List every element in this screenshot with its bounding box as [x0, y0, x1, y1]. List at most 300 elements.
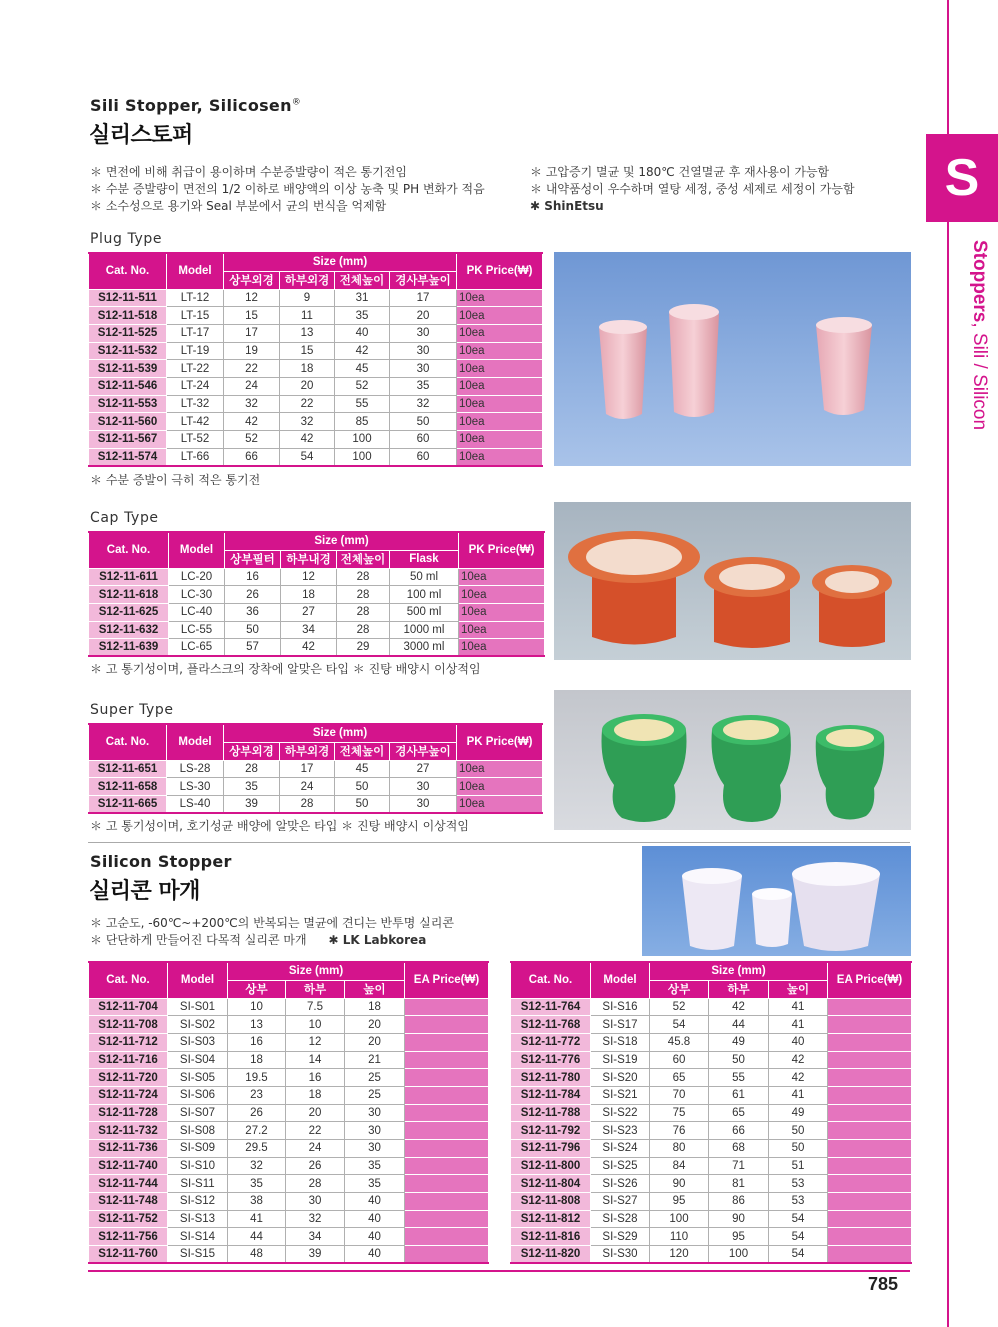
sili-title-en — [90, 96, 301, 115]
plug-stopper-photo — [554, 252, 911, 466]
table-row — [89, 1140, 489, 1158]
model-cell: SI-S11 — [168, 1175, 228, 1193]
model-cell: LT-24 — [167, 377, 224, 395]
model-cell: SI-S21 — [591, 1086, 650, 1104]
price-cell — [405, 1210, 489, 1228]
model-cell: SI-S05 — [168, 1069, 228, 1087]
size-cell: 120 — [650, 1246, 709, 1264]
col-size: Size (mm) — [224, 253, 457, 271]
brand-label: ✱ ShinEtsu — [530, 199, 604, 213]
col-model: Model — [591, 962, 650, 998]
model-cell: SI-S10 — [168, 1157, 228, 1175]
col-size-4: 경사부높이 — [390, 742, 457, 760]
size-cell: 17 — [390, 289, 457, 307]
model-cell: SI-S23 — [591, 1122, 650, 1140]
cat-no-cell: S12-11-708 — [89, 1016, 168, 1034]
model-cell: SI-S24 — [591, 1140, 650, 1158]
table-row — [89, 1086, 489, 1104]
size-cell: 49 — [769, 1104, 828, 1122]
size-cell: 40 — [345, 1193, 405, 1211]
size-cell: 20 — [280, 377, 335, 395]
silicon-title-en: Silicon Stopper — [90, 852, 232, 871]
model-cell: SI-S28 — [591, 1210, 650, 1228]
cat-no-cell: S12-11-712 — [89, 1033, 168, 1051]
silicon-right-body — [511, 998, 912, 1263]
size-cell: 36 — [225, 603, 281, 621]
model-cell: SI-S29 — [591, 1228, 650, 1246]
cap-type-title: Cap Type — [90, 510, 159, 526]
size-cell: 55 — [709, 1069, 769, 1087]
col-size-2: 하부 — [286, 980, 345, 998]
cat-no-cell: S12-11-728 — [89, 1104, 168, 1122]
cat-no-cell: S12-11-658 — [89, 778, 167, 796]
model-cell: LT-19 — [167, 342, 224, 360]
size-cell: 10 — [286, 1016, 345, 1034]
size-cell: 48 — [228, 1246, 286, 1264]
size-cell: 28 — [337, 568, 390, 586]
model-cell: SI-S12 — [168, 1193, 228, 1211]
price-cell — [405, 998, 489, 1016]
model-cell: LT-12 — [167, 289, 224, 307]
price-cell — [828, 1228, 912, 1246]
col-cat: Cat. No. — [89, 532, 169, 568]
price-cell — [405, 1193, 489, 1211]
silicon-left-table — [88, 961, 489, 1264]
cat-no-cell: S12-11-665 — [89, 795, 167, 813]
table-row — [89, 1157, 489, 1175]
brand-label: ✱ LK Labkorea — [328, 933, 427, 947]
size-cell: 38 — [228, 1193, 286, 1211]
cat-no-cell: S12-11-756 — [89, 1228, 168, 1246]
table-row — [89, 307, 543, 325]
size-cell: 19.5 — [228, 1069, 286, 1087]
cat-no-cell: S12-11-768 — [511, 1016, 591, 1034]
table-row — [511, 1193, 912, 1211]
table-row — [89, 1016, 489, 1034]
size-cell: 95 — [709, 1228, 769, 1246]
cat-no-cell: S12-11-740 — [89, 1157, 168, 1175]
table-row — [89, 1051, 489, 1069]
cat-no-cell: S12-11-780 — [511, 1069, 591, 1087]
price-cell: 10ea — [457, 795, 543, 813]
size-cell: 40 — [345, 1246, 405, 1264]
registered-mark: ® — [291, 97, 302, 108]
price-cell — [828, 1210, 912, 1228]
size-cell: 42 — [769, 1069, 828, 1087]
note-line: ＊ 고압증기 멸균 및 180℃ 건열멸균 후 재사용이 가능함 — [530, 165, 830, 179]
price-cell: 10ea — [459, 586, 545, 604]
cat-no-cell: S12-11-820 — [511, 1246, 591, 1264]
price-cell — [828, 1086, 912, 1104]
super-table-wrap — [88, 723, 543, 814]
silicon-left-table-wrap — [88, 961, 489, 1264]
size-cell: 42 — [281, 639, 337, 657]
size-cell: 28 — [337, 621, 390, 639]
table-row — [89, 324, 543, 342]
size-cell: 18 — [286, 1086, 345, 1104]
size-cell: 54 — [769, 1246, 828, 1264]
size-cell: 19 — [224, 342, 280, 360]
price-cell — [405, 1228, 489, 1246]
table-row — [511, 1157, 912, 1175]
cap-table-wrap — [88, 531, 545, 657]
super-type-title: Super Type — [90, 702, 174, 718]
cat-no-cell: S12-11-784 — [511, 1086, 591, 1104]
size-cell: 50 — [769, 1122, 828, 1140]
plug-type-title: Plug Type — [90, 231, 163, 247]
price-cell: 10ea — [457, 307, 543, 325]
size-cell: 50 — [769, 1140, 828, 1158]
table-row — [89, 395, 543, 413]
note-line: ＊ 내약품성이 우수하며 열탕 세정, 중성 세제로 세정이 가능함 — [530, 182, 855, 196]
cap-note: ＊ 고 통기성이며, 플라스크의 장착에 알맞은 타입 ＊ 진탕 배양시 이상적임 — [90, 662, 481, 676]
model-cell: SI-S30 — [591, 1246, 650, 1264]
size-cell: 42 — [709, 998, 769, 1016]
size-cell: 26 — [286, 1157, 345, 1175]
price-cell — [405, 1104, 489, 1122]
col-size: Size (mm) — [228, 962, 405, 980]
size-cell: 41 — [769, 1086, 828, 1104]
table-row — [89, 1122, 489, 1140]
col-size-1: 상부외경 — [224, 742, 280, 760]
cat-no-cell: S12-11-776 — [511, 1051, 591, 1069]
price-cell — [828, 1104, 912, 1122]
col-size-2: 하부 — [709, 980, 769, 998]
size-cell: 24 — [280, 778, 335, 796]
table-row — [89, 760, 543, 778]
size-cell: 24 — [224, 377, 280, 395]
col-price: EA Price(₩) — [405, 962, 489, 998]
size-cell: 61 — [709, 1086, 769, 1104]
sili-notes-left — [90, 164, 485, 215]
cat-no-cell: S12-11-808 — [511, 1193, 591, 1211]
size-cell: 23 — [228, 1086, 286, 1104]
size-cell: 42 — [280, 431, 335, 449]
price-cell: 10ea — [457, 324, 543, 342]
cat-no-cell: S12-11-736 — [89, 1140, 168, 1158]
size-cell: 12 — [286, 1033, 345, 1051]
cat-no-cell: S12-11-716 — [89, 1051, 168, 1069]
size-cell: 90 — [650, 1175, 709, 1193]
cat-no-cell: S12-11-720 — [89, 1069, 168, 1087]
size-cell: 32 — [228, 1157, 286, 1175]
model-cell: LT-42 — [167, 413, 224, 431]
cat-no-cell: S12-11-525 — [89, 324, 167, 342]
col-size-2: 하부외경 — [280, 271, 335, 289]
price-cell: 10ea — [459, 603, 545, 621]
model-cell: SI-S01 — [168, 998, 228, 1016]
size-cell: 26 — [225, 586, 281, 604]
plug-stoppers-image — [554, 252, 911, 466]
price-cell — [828, 1157, 912, 1175]
cat-no-cell: S12-11-574 — [89, 448, 167, 466]
size-cell: 90 — [709, 1210, 769, 1228]
cat-no-cell: S12-11-518 — [89, 307, 167, 325]
size-cell: 15 — [280, 342, 335, 360]
size-cell: 30 — [390, 342, 457, 360]
note-line-text: ＊ 단단하게 만들어진 다목적 실리콘 마개 — [90, 933, 307, 947]
size-cell: 22 — [286, 1122, 345, 1140]
note-line — [90, 932, 454, 949]
cat-no-cell: S12-11-546 — [89, 377, 167, 395]
size-cell: 17 — [280, 760, 335, 778]
size-cell: 75 — [650, 1104, 709, 1122]
footer-rule — [88, 1270, 910, 1272]
size-cell: 35 — [390, 377, 457, 395]
cat-no-cell: S12-11-611 — [89, 568, 169, 586]
cat-no-cell: S12-11-639 — [89, 639, 169, 657]
table-row — [89, 621, 545, 639]
size-cell: 100 — [650, 1210, 709, 1228]
price-cell: 10ea — [457, 360, 543, 378]
size-cell: 32 — [390, 395, 457, 413]
size-cell: 45 — [335, 360, 390, 378]
price-cell — [405, 1175, 489, 1193]
size-cell: 60 — [650, 1051, 709, 1069]
price-cell: 10ea — [457, 289, 543, 307]
size-cell: 52 — [224, 431, 280, 449]
table-row — [89, 1210, 489, 1228]
price-cell — [828, 1016, 912, 1034]
note-line: ＊ 면전에 비해 취급이 용이하며 수분증발량이 적은 통기전임 — [90, 165, 407, 179]
col-size-2: 하부내경 — [281, 550, 337, 568]
table-row — [511, 1033, 912, 1051]
size-cell: 50 — [709, 1051, 769, 1069]
col-cat: Cat. No. — [89, 962, 168, 998]
section-divider — [88, 842, 910, 843]
size-cell: 28 — [286, 1175, 345, 1193]
col-cat: Cat. No. — [89, 253, 167, 289]
price-cell: 10ea — [457, 377, 543, 395]
size-cell: 40 — [345, 1228, 405, 1246]
price-cell — [405, 1069, 489, 1087]
cap-table-body — [89, 568, 545, 656]
table-row — [89, 1069, 489, 1087]
model-cell: SI-S17 — [591, 1016, 650, 1034]
price-cell: 10ea — [457, 413, 543, 431]
table-row — [511, 1016, 912, 1034]
price-cell: 10ea — [457, 395, 543, 413]
size-cell: 11 — [280, 307, 335, 325]
size-cell: 41 — [769, 998, 828, 1016]
price-cell — [405, 1157, 489, 1175]
size-cell: 51 — [769, 1157, 828, 1175]
size-cell: 35 — [345, 1175, 405, 1193]
size-cell: 29.5 — [228, 1140, 286, 1158]
model-cell: SI-S06 — [168, 1086, 228, 1104]
side-label-bold: Stoppers — [969, 240, 990, 323]
size-cell: 53 — [769, 1193, 828, 1211]
size-cell: 12 — [281, 568, 337, 586]
size-cell: 35 — [228, 1175, 286, 1193]
size-cell: 20 — [345, 1033, 405, 1051]
model-cell: LC-65 — [169, 639, 225, 657]
table-row — [89, 586, 545, 604]
size-cell: 30 — [345, 1104, 405, 1122]
model-cell: LC-55 — [169, 621, 225, 639]
col-cat: Cat. No. — [511, 962, 591, 998]
size-cell: 41 — [769, 1016, 828, 1034]
size-cell: 20 — [286, 1104, 345, 1122]
cat-no-cell: S12-11-752 — [89, 1210, 168, 1228]
size-cell: 30 — [345, 1140, 405, 1158]
price-cell: 10ea — [457, 778, 543, 796]
silicon-stopper-photo — [642, 846, 911, 956]
size-cell: 30 — [345, 1122, 405, 1140]
cat-no-cell: S12-11-812 — [511, 1210, 591, 1228]
size-cell: 50 — [335, 795, 390, 813]
cat-no-cell: S12-11-553 — [89, 395, 167, 413]
size-cell: 84 — [650, 1157, 709, 1175]
cat-no-cell: S12-11-732 — [89, 1122, 168, 1140]
price-cell — [405, 1086, 489, 1104]
table-row — [89, 448, 543, 466]
model-cell: LT-52 — [167, 431, 224, 449]
size-cell: 42 — [224, 413, 280, 431]
plug-note: ＊ 수분 증발이 극히 적은 통기전 — [90, 473, 261, 487]
col-model: Model — [167, 253, 224, 289]
model-cell: SI-S04 — [168, 1051, 228, 1069]
model-cell: LT-22 — [167, 360, 224, 378]
size-cell: 80 — [650, 1140, 709, 1158]
size-cell: 7.5 — [286, 998, 345, 1016]
size-cell: 35 — [335, 307, 390, 325]
sili-notes-right — [530, 164, 855, 215]
col-model: Model — [168, 962, 228, 998]
section-letter-tab: S — [926, 134, 998, 222]
table-row — [511, 1175, 912, 1193]
size-cell: 42 — [769, 1051, 828, 1069]
size-cell: 52 — [650, 998, 709, 1016]
size-cell: 34 — [286, 1228, 345, 1246]
size-cell: 16 — [286, 1069, 345, 1087]
cat-no-cell: S12-11-816 — [511, 1228, 591, 1246]
cat-no-cell: S12-11-760 — [89, 1246, 168, 1264]
size-cell: 28 — [337, 586, 390, 604]
size-cell: 18 — [345, 998, 405, 1016]
col-size: Size (mm) — [650, 962, 828, 980]
size-cell: 50 — [390, 413, 457, 431]
cat-no-cell: S12-11-567 — [89, 431, 167, 449]
cat-no-cell: S12-11-804 — [511, 1175, 591, 1193]
size-cell: 500 ml — [390, 603, 459, 621]
plug-table-body — [89, 289, 543, 466]
size-cell: 45.8 — [650, 1033, 709, 1051]
size-cell: 100 — [335, 431, 390, 449]
size-cell: 20 — [345, 1016, 405, 1034]
model-cell: LC-40 — [169, 603, 225, 621]
size-cell: 41 — [228, 1210, 286, 1228]
price-cell — [828, 998, 912, 1016]
table-row — [89, 1193, 489, 1211]
cap-stopper-photo — [554, 502, 911, 660]
silicon-right-table — [510, 961, 912, 1264]
size-cell: 22 — [224, 360, 280, 378]
size-cell: 29 — [337, 639, 390, 657]
size-cell: 39 — [286, 1246, 345, 1264]
table-row — [89, 289, 543, 307]
table-row — [511, 1051, 912, 1069]
model-cell: SI-S19 — [591, 1051, 650, 1069]
col-size-1: 상부외경 — [224, 271, 280, 289]
table-row — [511, 998, 912, 1016]
price-cell: 10ea — [457, 760, 543, 778]
size-cell: 85 — [335, 413, 390, 431]
model-cell: SI-S22 — [591, 1104, 650, 1122]
size-cell: 42 — [335, 342, 390, 360]
model-cell: SI-S02 — [168, 1016, 228, 1034]
size-cell: 45 — [335, 760, 390, 778]
size-cell: 60 — [390, 431, 457, 449]
col-size-3: 높이 — [769, 980, 828, 998]
price-cell — [828, 1175, 912, 1193]
model-cell: SI-S18 — [591, 1033, 650, 1051]
page-number: 785 — [868, 1274, 899, 1294]
price-cell — [405, 1140, 489, 1158]
price-cell — [405, 1122, 489, 1140]
table-row — [89, 360, 543, 378]
price-cell: 10ea — [459, 621, 545, 639]
model-cell: SI-S14 — [168, 1228, 228, 1246]
side-label-rest: , Sili / Silicon — [969, 322, 990, 431]
size-cell: 54 — [650, 1016, 709, 1034]
size-cell: 28 — [280, 795, 335, 813]
cat-no-cell: S12-11-704 — [89, 998, 168, 1016]
size-cell: 30 — [286, 1193, 345, 1211]
model-cell: SI-S20 — [591, 1069, 650, 1087]
cat-no-cell: S12-11-748 — [89, 1193, 168, 1211]
size-cell: 44 — [228, 1228, 286, 1246]
size-cell: 44 — [709, 1016, 769, 1034]
size-cell: 30 — [390, 324, 457, 342]
cat-no-cell: S12-11-764 — [511, 998, 591, 1016]
size-cell: 53 — [769, 1175, 828, 1193]
plug-table — [88, 252, 543, 467]
size-cell: 76 — [650, 1122, 709, 1140]
size-cell: 18 — [280, 360, 335, 378]
model-cell: LS-30 — [167, 778, 224, 796]
col-size-2: 하부외경 — [280, 742, 335, 760]
size-cell: 14 — [286, 1051, 345, 1069]
price-cell — [828, 1193, 912, 1211]
col-price: PK Price(₩) — [459, 532, 545, 568]
cat-no-cell: S12-11-796 — [511, 1140, 591, 1158]
size-cell: 30 — [390, 360, 457, 378]
cat-no-cell: S12-11-772 — [511, 1033, 591, 1051]
model-cell: LS-40 — [167, 795, 224, 813]
size-cell: 55 — [335, 395, 390, 413]
price-cell — [828, 1140, 912, 1158]
table-row — [89, 1246, 489, 1264]
size-cell: 1000 ml — [390, 621, 459, 639]
model-cell: SI-S03 — [168, 1033, 228, 1051]
table-row — [89, 568, 545, 586]
table-row — [89, 342, 543, 360]
col-model: Model — [169, 532, 225, 568]
size-cell: 50 ml — [390, 568, 459, 586]
model-cell: SI-S07 — [168, 1104, 228, 1122]
table-row — [89, 778, 543, 796]
col-price: EA Price(₩) — [828, 962, 912, 998]
size-cell: 13 — [228, 1016, 286, 1034]
price-cell — [405, 1051, 489, 1069]
price-cell — [405, 1016, 489, 1034]
price-cell: 10ea — [457, 431, 543, 449]
table-row — [89, 1228, 489, 1246]
cat-no-cell: S12-11-724 — [89, 1086, 168, 1104]
cap-table — [88, 531, 545, 657]
price-cell — [405, 1033, 489, 1051]
